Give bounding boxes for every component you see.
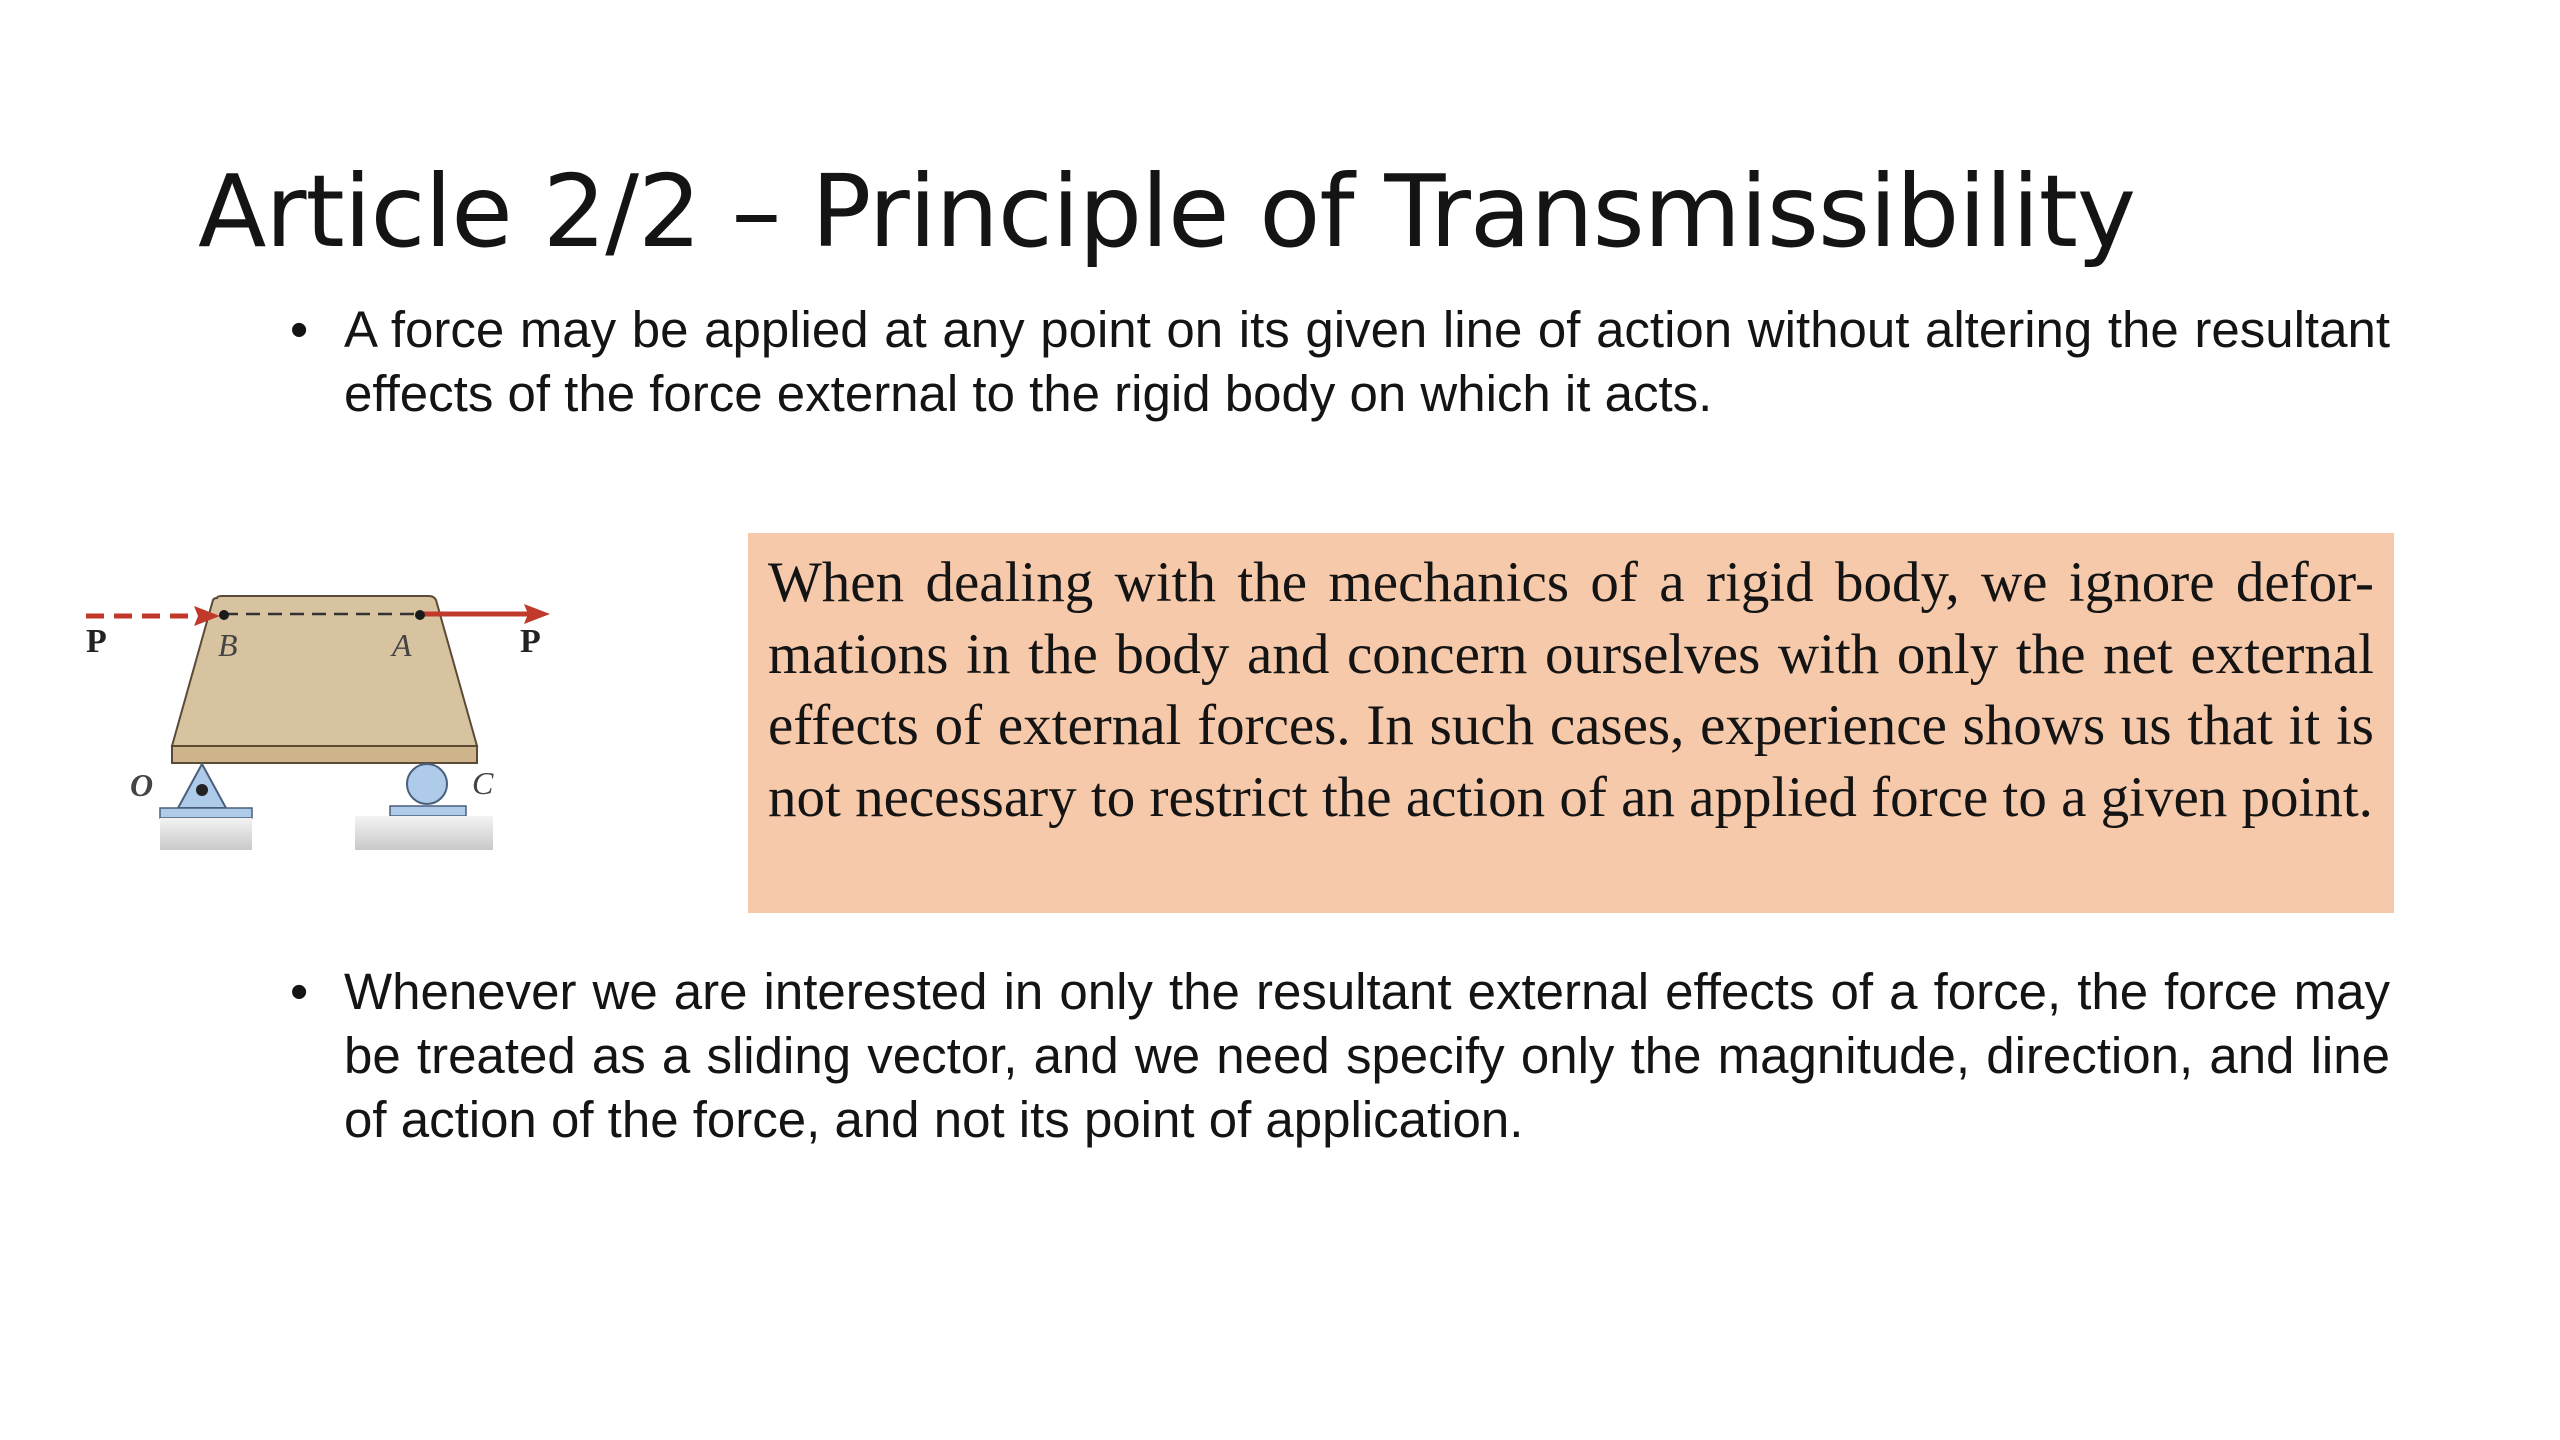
callout-text: When dealing with the mechanics of a rigid body, we ignore defor-mations in the body and concern ourselves with only the net external effects of external forces. In such cases, experience shows us that it is not necessary to restrict the action of an applied force to a given point. [768,551,2374,829]
point-a-label: A [392,627,412,663]
bullet-item [290,298,2390,426]
slide-title: Article 2/2 – Principle of Transmissibility [198,153,2136,270]
bullet-item [290,960,2390,1152]
point-b-label: B [218,627,238,663]
force-label-left: P [86,623,107,660]
rigid-body-shape [172,596,477,746]
support-o-label: O [130,767,154,803]
bullet-text: Whenever we are interested in only the resultant external effects of a force, the force may be treated as a sliding vector, and we need specify only the magnitude, direction, and line of action of the force, and not its point of application. [344,963,2390,1148]
bullet-marker: • [290,963,309,1021]
point-a-dot [415,610,425,620]
force-label-right: P [520,623,541,660]
pin-support-left [160,764,252,850]
bullet-marker: • [290,301,309,359]
bullet-text: A force may be applied at any point on its given line of action without altering the resultant effects of the force external to the rigid body on which it acts. [344,301,2390,422]
support-c-label: C [472,765,494,801]
body-base-plate [172,746,477,763]
definition-callout [748,533,2394,913]
transmissibility-figure [72,570,572,870]
point-b-dot [219,610,229,620]
